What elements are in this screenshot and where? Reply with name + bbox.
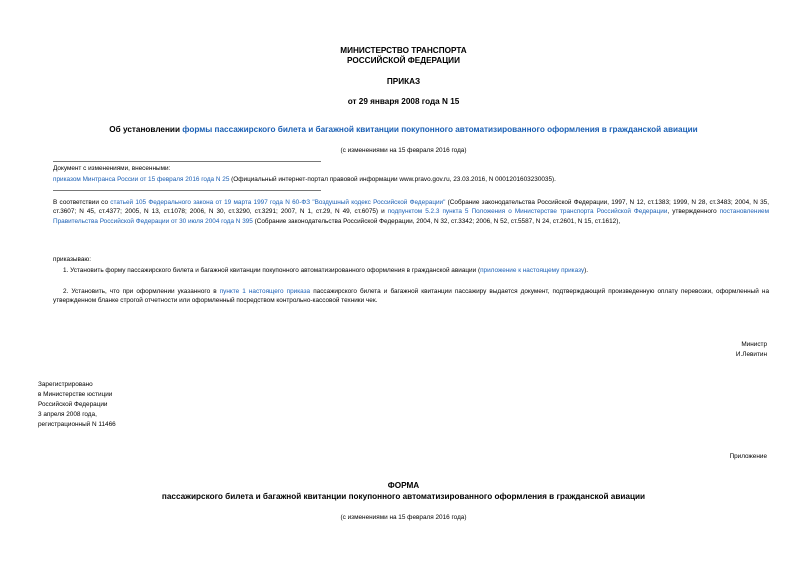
appendix-subheading: пассажирского билета и багажной квитанции покупонного автоматизированного оформления в гражданской авиации — [161, 492, 646, 501]
appendix-revision-note: (с изменениями на 15 февраля 2016 года) — [340, 514, 467, 521]
air-code-link[interactable]: статьей 105 Федерального закона от 19 марта 1997 года N 60-ФЗ "Воздушный кодекс Российской Федерации" — [110, 199, 446, 206]
item2-text-2: пассажирского билета и багажной квитанции пассажиру выдается документ, подтверждающий произведенную оплату перевозки, оформленный на утвержденном бланке строгой отчетности или оформленный посредством контрольно-кассовой техники чек. — [53, 288, 770, 305]
regulation-link[interactable]: подпунктом 5.2.3 пункта 5 Положения о Министерстве транспорта Российской Федерации — [387, 208, 668, 216]
preamble-text-4: (Собрание законодательства Российской Федерации, 2004, N 32, ст.3342; 2006, N 52, ст.5587, N 24, ст.2601, N 15, ст.1612), — [252, 217, 621, 225]
signature-position: Министр — [741, 341, 767, 348]
amendment-link[interactable]: приказом Минтранса России от 15 февраля 2016 года N 25 — [53, 176, 230, 183]
revision-note: (с изменениями на 15 февраля 2016 года) — [340, 147, 467, 154]
doc-date-number: от 29 января 2008 года N 15 — [347, 97, 460, 106]
order-word: приказываю: — [53, 256, 91, 263]
amendments-bottom-rule — [53, 190, 321, 191]
item1-reference-link[interactable]: пункте 1 настоящего приказа — [219, 288, 311, 295]
preamble-text-2: (Собрание законодательства Российской Федерации, 1997, N 12, ст.1383; 1999, N 28, ст.3483; 2004, N 35, ст.3607; N 45, ст.4377; 2005, N 13, ст.1078; 2006, N 30, ст.3290, ст.3291; 2007, N 1, ст.29, N 49, ст.6075) и — [53, 199, 769, 216]
registration-line4: 3 апреля 2008 года, — [38, 411, 97, 418]
ministry-line2: РОССИЙСКОЙ ФЕДЕРАЦИИ — [347, 56, 460, 65]
preamble-text-3: , утвержденного — [667, 208, 720, 216]
doc-title-prefix: Об установлении — [109, 125, 183, 134]
preamble-paragraph — [53, 198, 769, 226]
item1-end: ). — [584, 267, 589, 274]
item1-text: 1. Установить форму пассажирского билета и багажной квитанции покупонного автоматизированного оформления в гражданской авиации ( — [63, 267, 481, 274]
doc-title-link[interactable]: формы пассажирского билета и багажной квитанции покупонного автоматизированного оформления в гражданской авиации — [182, 125, 698, 134]
amendments-top-rule — [53, 161, 321, 162]
preamble-text-1: В соответствии со — [53, 199, 111, 206]
amendment-source: (Официальный интернет-портал правовой информации www.pravo.gov.ru, 23.03.2016, N 0001201603230035). — [229, 176, 556, 183]
registration-line2: в Министерстве юстиции — [38, 391, 113, 398]
appendix-heading: ФОРМА — [387, 481, 420, 490]
appendix-link[interactable]: приложение к настоящему приказу — [480, 267, 585, 274]
registration-line1: Зарегистрировано — [38, 381, 93, 388]
signature-name: И.Левитин — [735, 351, 767, 358]
registration-line5: регистрационный N 11466 — [38, 421, 116, 428]
government-decree-link[interactable]: постановлением Правительства Российской Федерации от 30 июля 2004 года N 395 — [53, 208, 769, 225]
registration-line3: Российской Федерации — [38, 401, 108, 408]
appendix-label: Приложение — [729, 453, 767, 460]
amendments-entry — [53, 175, 556, 184]
amendments-intro: Документ с изменениями, внесенными: — [53, 165, 171, 172]
doc-title — [0, 125, 807, 135]
ministry-line1: МИНИСТЕРСТВО ТРАНСПОРТА — [340, 46, 467, 55]
item2-text-1: 2. Установить, что при оформлении указанного в — [63, 288, 220, 295]
doc-type: ПРИКАЗ — [386, 77, 421, 86]
order-item-2 — [53, 287, 769, 306]
order-item-1 — [63, 266, 588, 275]
